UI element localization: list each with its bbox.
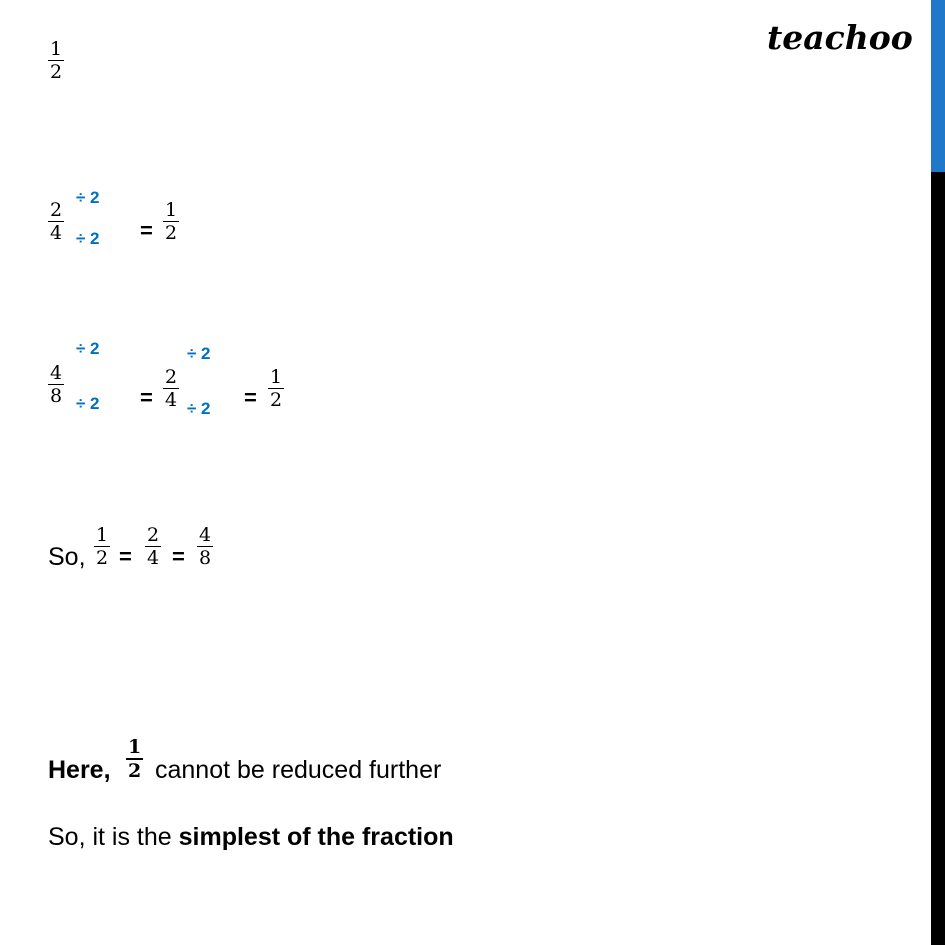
denominator: 2 [165, 222, 178, 244]
equals-sign: = [119, 544, 132, 569]
denominator: 8 [199, 547, 212, 569]
equals-sign: = [172, 544, 185, 569]
teachoo-logo: teachoo [767, 18, 913, 57]
reduction-statement: cannot be reduced further [155, 756, 442, 784]
denominator: 4 [147, 547, 160, 569]
denominator: 2 [270, 389, 283, 411]
fraction-one-half [48, 38, 64, 83]
conclusion-sentence [48, 823, 454, 852]
here-prefix: Here, [48, 756, 111, 784]
fraction-four-eighths [197, 524, 213, 569]
divide-denominator-label: ÷ 2 [76, 229, 100, 248]
divide-numerator-label: ÷ 2 [187, 344, 211, 363]
divide-denominator-label: ÷ 2 [187, 399, 211, 418]
numerator: 1 [96, 524, 109, 546]
denominator: 4 [50, 222, 63, 244]
numerator: 2 [50, 199, 63, 221]
numerator: 1 [128, 736, 142, 758]
conclusion-bold: simplest of the fraction [178, 823, 454, 851]
fraction-one-half [94, 524, 110, 569]
equals-sign: = [140, 385, 153, 410]
numerator: 1 [50, 38, 63, 60]
divide-denominator-label: ÷ 2 [76, 394, 100, 413]
conclusion-prefix: So, it is the [48, 823, 172, 851]
denominator: 2 [128, 760, 142, 782]
equals-sign: = [244, 385, 257, 410]
divide-numerator-label: ÷ 2 [76, 188, 100, 207]
denominator: 4 [165, 389, 178, 411]
divide-numerator-label: ÷ 2 [76, 339, 100, 358]
scrollbar[interactable] [931, 0, 945, 945]
fraction-two-fourths [163, 366, 179, 411]
fraction-result-one-half [268, 366, 284, 411]
numerator: 2 [165, 366, 178, 388]
fraction-result-one-half [163, 199, 179, 244]
fraction-one-half-bold [126, 736, 143, 782]
numerator: 4 [199, 524, 212, 546]
denominator: 2 [96, 547, 109, 569]
numerator: 1 [270, 366, 283, 388]
fraction-two-fourths [48, 199, 64, 244]
so-prefix: So, [48, 543, 86, 571]
denominator: 2 [50, 61, 63, 83]
numerator: 2 [147, 524, 160, 546]
denominator: 8 [50, 385, 63, 407]
scrollbar-thumb[interactable] [931, 0, 945, 172]
fraction-two-fourths [145, 524, 161, 569]
fraction-four-eighths [48, 362, 64, 407]
numerator: 4 [50, 362, 63, 384]
equals-sign: = [140, 218, 153, 243]
numerator: 1 [165, 199, 178, 221]
